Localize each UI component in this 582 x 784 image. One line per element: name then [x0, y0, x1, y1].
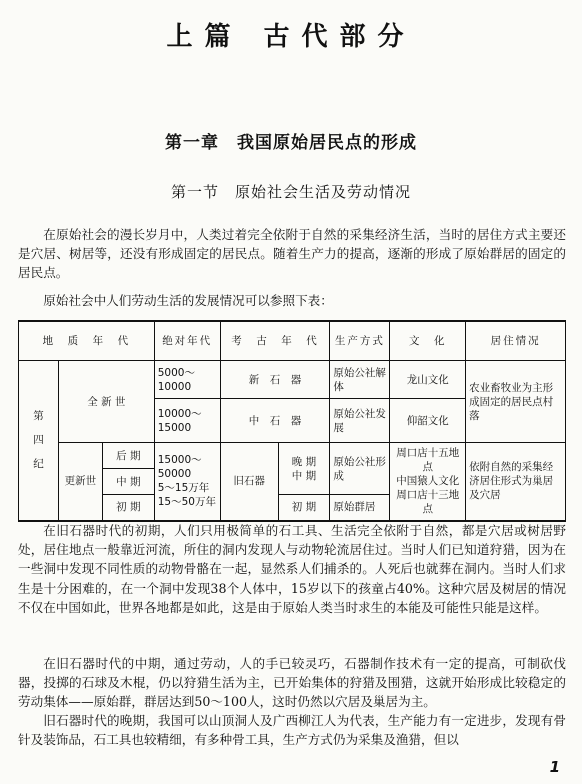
- cell-early: 初 期: [102, 495, 154, 521]
- cell-middle: 中 期: [102, 469, 154, 495]
- cell-paleolithic: 旧石器: [220, 443, 278, 521]
- cell-abs-1: 5000～10000: [154, 361, 220, 399]
- paragraph-late-paleolithic: 旧石器时代的晚期，我国可以山顶洞人及广西柳江人为代表，生产能力有一定进步，发现有骨针及装饰品，石工具也较精细，有多种骨工具，生产方式仍为采集及渔猎，但以: [18, 713, 566, 748]
- cell-cult-2: 仰韶文化: [390, 399, 466, 443]
- header-geo-age: 地 质 年 代: [19, 321, 155, 361]
- age-table: [18, 320, 566, 522]
- cell-prod-1: 原始公社解体: [330, 361, 390, 399]
- table-header-row: [19, 321, 566, 361]
- cell-house-2: 依附自然的采集经济居住形式为巢居及穴居: [466, 443, 566, 521]
- cell-quaternary: 第 四 纪: [19, 361, 59, 521]
- cell-paleo-stages: 晚 期 中 期: [278, 443, 330, 495]
- cell-prod-4: 原始群居: [330, 495, 390, 521]
- cell-late: 后 期: [102, 443, 154, 469]
- cell-house-1: 农业畜牧业为主形成固定的居民点村落: [466, 361, 566, 443]
- cell-abs-2: 10000～15000: [154, 399, 220, 443]
- paragraph-middle-paleolithic: 在旧石器时代的中期，通过劳动，人的手已较灵巧，石器制作技术有一定的提高，可制砍伐器，投掷的石球及木棍，仍以狩猎生活为主，已开始集体的狩猎及围猎，这就开始形成比较稳定的劳动集体——原始群，群居达到50～100人，这时仍然以穴居及巢居为主。: [18, 656, 566, 710]
- header-housing: 居住情况: [466, 321, 566, 361]
- part-title: 上篇 古代部分: [166, 22, 416, 52]
- chapter-title: 第一章 我国原始居民点的形成: [165, 133, 417, 153]
- page-number: 1: [549, 758, 560, 776]
- cell-prod-3: 原始公社形成: [330, 443, 390, 495]
- cell-holocene: 全 新 世: [58, 361, 154, 443]
- cell-cult-1: 龙山文化: [390, 361, 466, 399]
- paragraph-early-paleolithic: 在旧石器时代的初期，人们只用极简单的石工具、生活完全依附于自然，都是穴居或树居野处，居住地点一般靠近河流，所住的洞内发现人与动物轮流居住过。当时人们已知道狩猎，因为在一些洞中发现不同性质的动物骨骼在一起，显然系人们捕杀的。人死后也就葬在洞内。当时人们求生是十分困难的，在一个洞中发现38个人体中，15岁以下的孩童占40%。这种穴居及树居的情况不仅在中国如此，世界各地都是如此，这是由于原始人类当时求生的本能及可能性只能是这样。: [18, 523, 566, 615]
- cell-paleo-early: 初 期: [278, 495, 330, 521]
- header-production: 生产方式: [330, 321, 390, 361]
- cell-pleistocene: 更新世: [58, 443, 102, 521]
- cell-prod-2: 原始公社发展: [330, 399, 390, 443]
- header-culture: 文 化: [390, 321, 466, 361]
- table-row: [19, 361, 566, 399]
- intro-paragraph: 在原始社会的漫长岁月中，人类过着完全依附于自然的采集经济生活，当时的居住方式主要还是穴居、树居等，还没有形成固定的居民点。随着生产力的提高，逐渐的形成了原始群居的固定的居民点。: [18, 227, 566, 281]
- header-abs-age: 绝对年代: [154, 321, 220, 361]
- cell-abs-3: 15000～50000 5～15万年 15～50万年: [154, 443, 220, 521]
- cell-cult-3: 周口店十五地点 中国猿人文化 周口店十三地点: [390, 443, 466, 521]
- header-arch-age: 考 古 年 代: [220, 321, 330, 361]
- section-title: 第一节 原始社会生活及劳动情况: [170, 183, 411, 201]
- table-lead-paragraph: 原始社会中人们劳动生活的发展情况可以参照下表：: [43, 293, 333, 308]
- table-row: [19, 443, 566, 469]
- cell-mesolithic: 中 石 器: [220, 399, 330, 443]
- cell-neolithic: 新 石 器: [220, 361, 330, 399]
